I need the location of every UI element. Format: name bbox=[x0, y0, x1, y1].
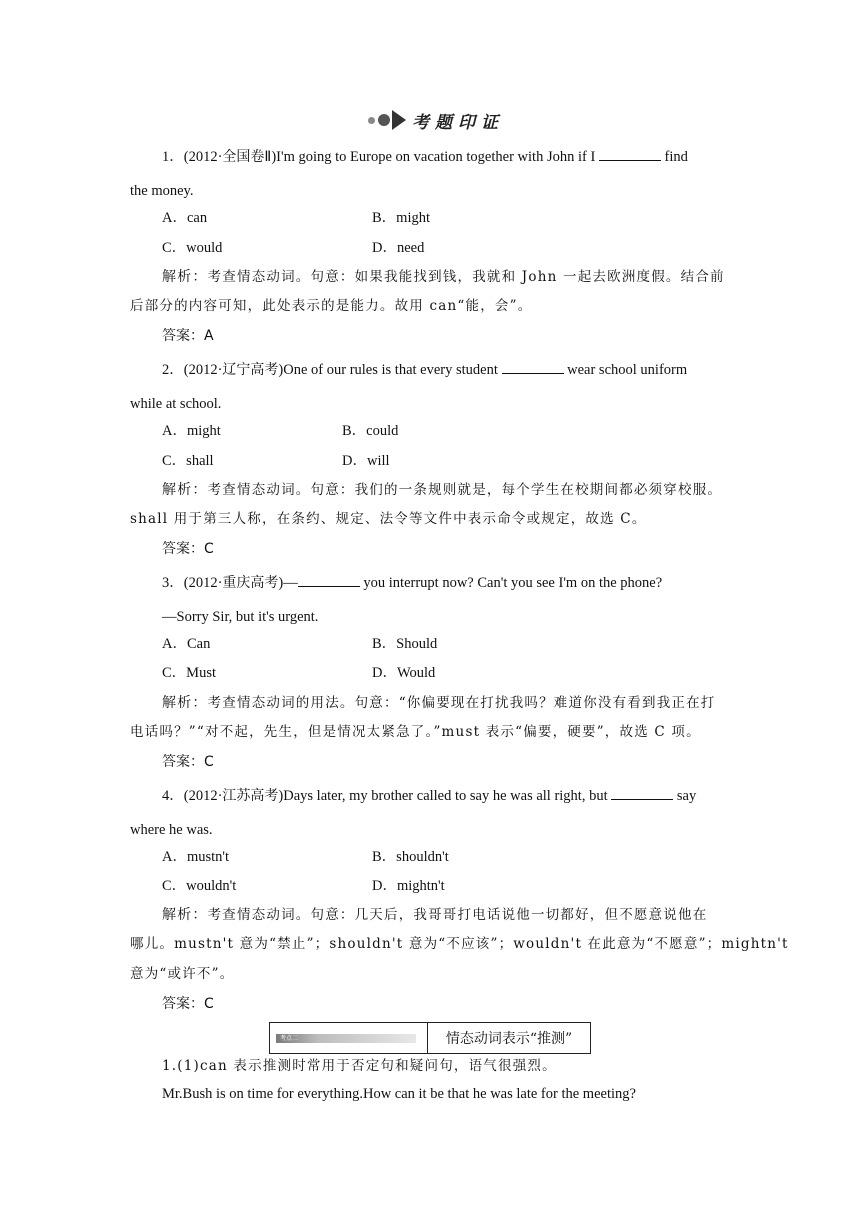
kaodian-heading bbox=[269, 1022, 591, 1054]
option-d: D．will bbox=[342, 453, 390, 469]
question-3-answer: 答案：C bbox=[162, 754, 214, 770]
option-b: B．shouldn't bbox=[372, 849, 449, 865]
option-c: C．Must bbox=[162, 665, 216, 681]
option-a: A．can bbox=[162, 210, 208, 226]
question-source: 全国卷Ⅱ bbox=[222, 149, 272, 165]
banner-dot-icon bbox=[368, 117, 375, 124]
question-source: 重庆高考 bbox=[222, 575, 279, 591]
question-3-stem: 3．(2012·重庆高考)— you interrupt now? Can't you see I'm on the phone? bbox=[162, 575, 663, 591]
question-2-analysis-cont: shall 用于第三人称，在条约、规定、法令等文件中表示命令或规定，故选 C。 bbox=[130, 511, 647, 527]
question-source: 江苏高考 bbox=[222, 788, 279, 804]
section-banner bbox=[368, 106, 504, 134]
question-3-stem-cont: —Sorry Sir, but it's urgent. bbox=[162, 609, 319, 625]
option-c: C．would bbox=[162, 240, 223, 256]
answer-blank bbox=[611, 787, 673, 800]
question-2-answer: 答案：C bbox=[162, 541, 214, 557]
question-2-stem-cont: while at school. bbox=[130, 396, 222, 412]
answer-blank bbox=[502, 361, 564, 374]
option-b: B．might bbox=[372, 210, 431, 226]
option-b: B．could bbox=[342, 423, 399, 439]
question-1-analysis: 解析：考查情态动词。句意：如果我能找到钱，我就和 John 一起去欧洲度假。结合前 bbox=[162, 269, 725, 285]
kaodian-title: 情态动词表示“推测” bbox=[445, 1031, 573, 1047]
option-d: D．mightn't bbox=[372, 878, 445, 894]
option-a: A．might bbox=[162, 423, 221, 439]
kaodian-tag: 考点二 bbox=[276, 1034, 416, 1043]
option-a: A．Can bbox=[162, 636, 211, 652]
question-1-stem-cont: the money. bbox=[130, 183, 194, 199]
question-3-analysis: 解析：考查情态动词的用法。句意：“你偏要现在打扰我吗？难道你没有看到我正在打 bbox=[162, 695, 716, 711]
answer-blank bbox=[599, 148, 661, 161]
question-2-stem: 2．(2012·辽宁高考)One of our rules is that every student wear school uniform bbox=[162, 362, 688, 378]
question-3-analysis-cont: 电话吗？”“对不起，先生，但是情况太紧急了。”must 表示“偏要，硬要”，故选 C 项。 bbox=[130, 724, 701, 740]
question-1-stem: 1．(2012·全国卷Ⅱ)I'm going to Europe on vacation together with John if I find bbox=[162, 149, 688, 165]
option-b: B．Should bbox=[372, 636, 438, 652]
option-d: D．Would bbox=[372, 665, 436, 681]
question-4-stem-cont: where he was. bbox=[130, 822, 213, 838]
kaodian-tag-cell bbox=[270, 1023, 428, 1053]
question-4-analysis-cont: 哪儿。mustn't 意为“禁止”；shouldn't 意为“不应该”；wouldn't 在此意为“不愿意”；mightn't bbox=[130, 936, 789, 952]
banner-title: 考题印证 bbox=[412, 112, 504, 133]
question-1-analysis-cont: 后部分的内容可知，此处表示的是能力。故用 can“能，会”。 bbox=[130, 298, 533, 314]
question-4-answer: 答案：C bbox=[162, 996, 214, 1012]
question-4-stem: 4．(2012·江苏高考)Days later, my brother called to say he was all right, but say bbox=[162, 788, 697, 804]
question-source: 辽宁高考 bbox=[222, 362, 279, 378]
option-a: A．mustn't bbox=[162, 849, 230, 865]
option-c: C．wouldn't bbox=[162, 878, 237, 894]
question-2-analysis: 解析：考查情态动词。句意：我们的一条规则就是，每个学生在校期间都必须穿校服。 bbox=[162, 482, 723, 498]
option-d: D．need bbox=[372, 240, 425, 256]
answer-blank bbox=[298, 574, 360, 587]
banner-arrow-icon bbox=[392, 110, 406, 130]
banner-dot-icon bbox=[378, 114, 390, 126]
tail-rule: 1.(1)can 表示推测时常用于否定句和疑问句，语气很强烈。 bbox=[162, 1058, 557, 1074]
question-1-answer: 答案：A bbox=[162, 328, 214, 344]
tail-example: Mr.Bush is on time for everything.How can it be that he was late for the meeting? bbox=[162, 1086, 636, 1102]
question-4-analysis: 解析：考查情态动词。句意：几天后，我哥哥打电话说他一切都好，但不愿意说他在 bbox=[162, 907, 708, 923]
option-c: C．shall bbox=[162, 453, 214, 469]
question-4-analysis-cont-2: 意为“或许不”。 bbox=[130, 966, 235, 982]
